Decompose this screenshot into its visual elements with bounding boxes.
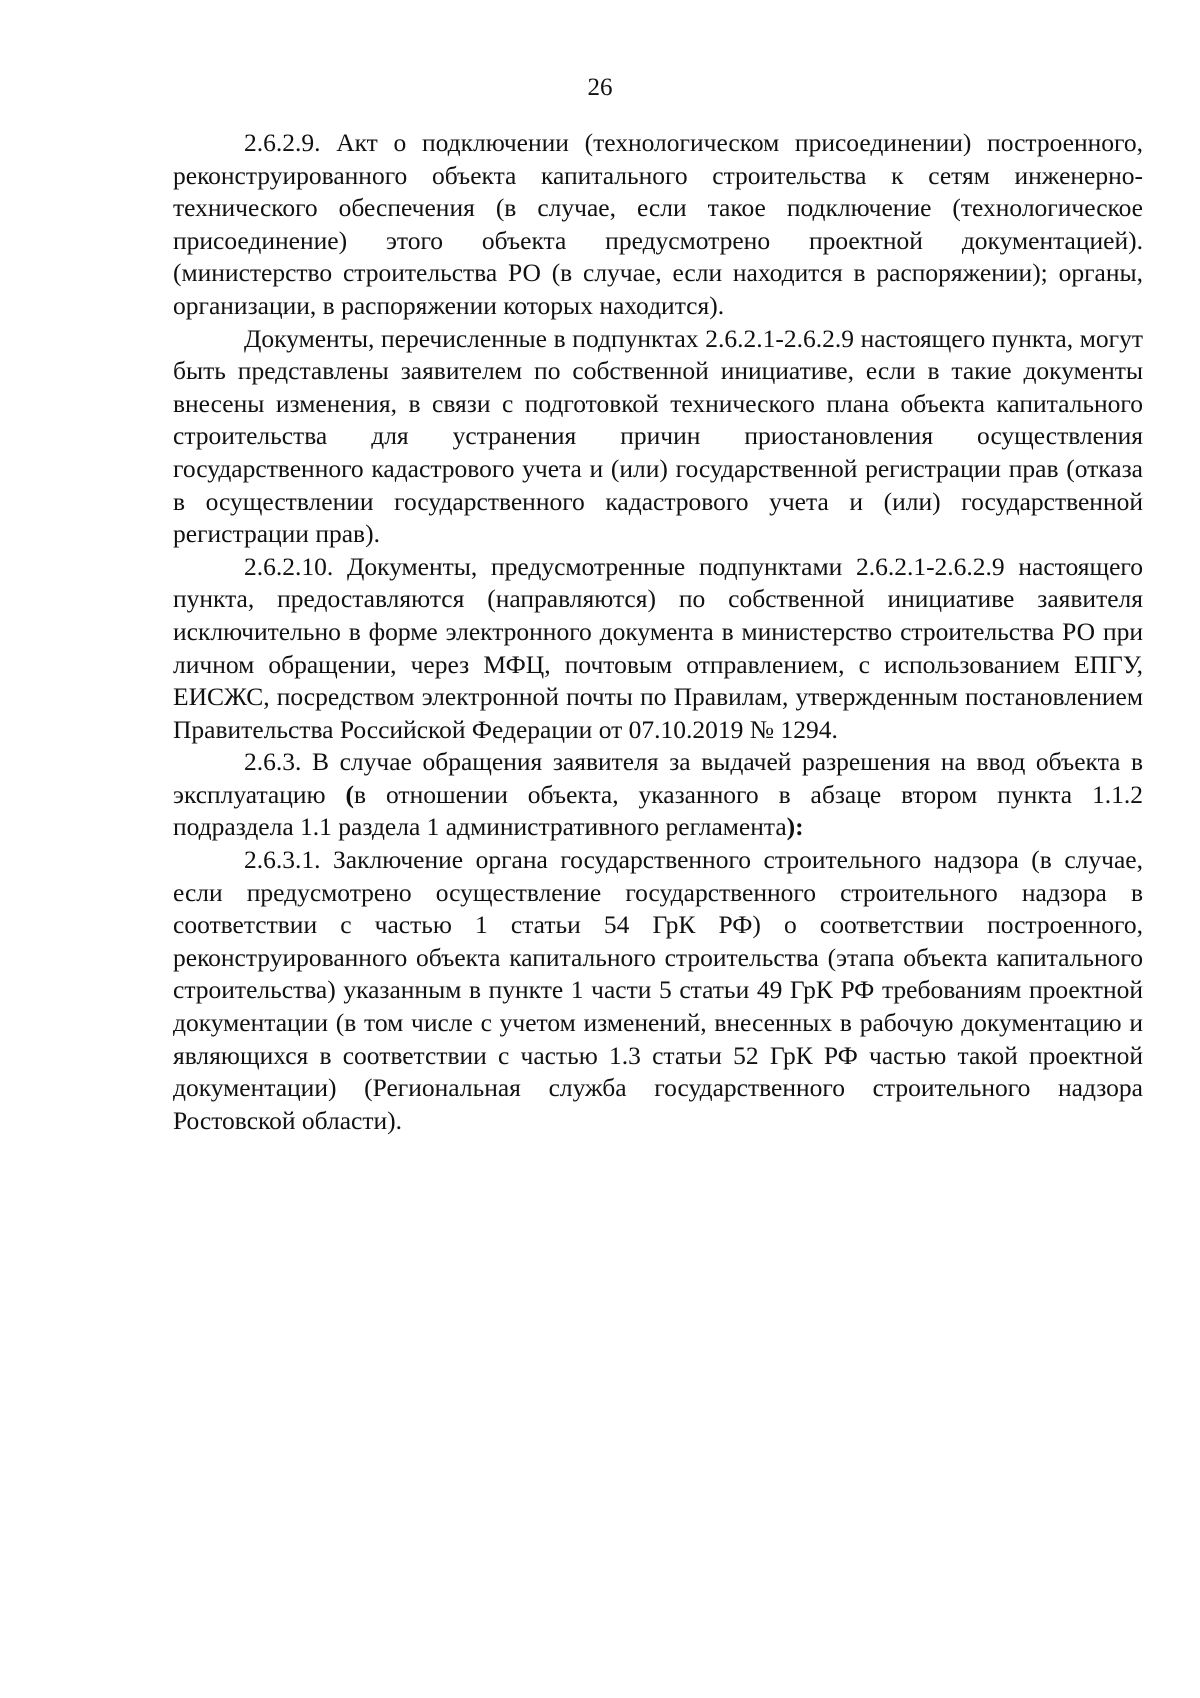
paragraph-2-6-2-9: 2.6.2.9. Акт о подключении (технологическом присоединении) построенного, реконструированного объекта капитального строительства к сетям инженерно-технического обеспечения (в случае, если такое подключение (технологическое присоединение) этого объекта предусмотрено проектной документацией). (министерство строительства РО (в случае, если находится в распоряжении); органы, организации, в распоряжении которых находится). [173, 128, 1143, 320]
paragraph-documents-listed: Документы, перечисленные в подпунктах 2.6.2.1-2.6.2.9 настоящего пункта, могут быть представлены заявителем по собственной инициативе, если в такие документы внесены изменения, в связи с подготовкой технического плана объекта капитального строительства для устранения причин приостановления осуществления государственного кадастрового учета и (или) государственной регистрации прав (отказа в осуществлении государственного кадастрового учета и (или) государственной регистрации прав). [173, 323, 1143, 549]
paragraph-2-6-3-paren-close: ) [786, 812, 796, 842]
page-number: 26 [587, 74, 613, 101]
paragraph-2-6-3-middle: в отношении объекта, указанного в абзаце втором пункта 1.1.2 подраздела 1.1 раздела 1 административного регламента [173, 779, 1144, 842]
paragraph-2-6-2-10: 2.6.2.10. Документы, предусмотренные подпунктами 2.6.2.1-2.6.2.9 настоящего пункта, предоставляются (направляются) по собственной инициативе заявителя исключительно в форме электронного документа в министерство строительства РО при личном обращении, через МФЦ, почтовым отправлением, с использованием ЕПГУ, ЕИСЖС, посредством электронной почты по Правилам, утвержденным постановлением Правительства Российской Федерации от 07.10.2019 № 1294. [173, 551, 1143, 744]
paragraph-2-6-3-1: 2.6.3.1. Заключение органа государственного строительного надзора (в случае, если предусмотрено осуществление государственного строительного надзора в соответствии с частью 1 статьи 54 ГрК РФ) о соответствии построенного, реконструированного объекта капитального строительства (этапа объекта капитального строительства) указанным в пункте 1 части 5 статьи 49 ГрК РФ требованиям проектной документации (в том числе с учетом изменений, внесенных в рабочую документацию и являющихся в соответствии с частью 1.3 статьи 52 ГрК РФ частью такой проектной документации) (Региональная служба государственного строительного надзора Ростовской области). [173, 845, 1143, 1135]
paragraph-2-6-3-paren-open: ( [345, 779, 355, 809]
document-body [173, 127, 1143, 1137]
paragraph-2-6-3-colon: : [795, 812, 804, 842]
paragraph-2-6-3 [173, 746, 1143, 844]
paragraph-2-6-3-lead: 2.6.3. В случае обращения заявителя за выдачей разрешения на ввод объекта в эксплуатацию [173, 747, 1143, 809]
